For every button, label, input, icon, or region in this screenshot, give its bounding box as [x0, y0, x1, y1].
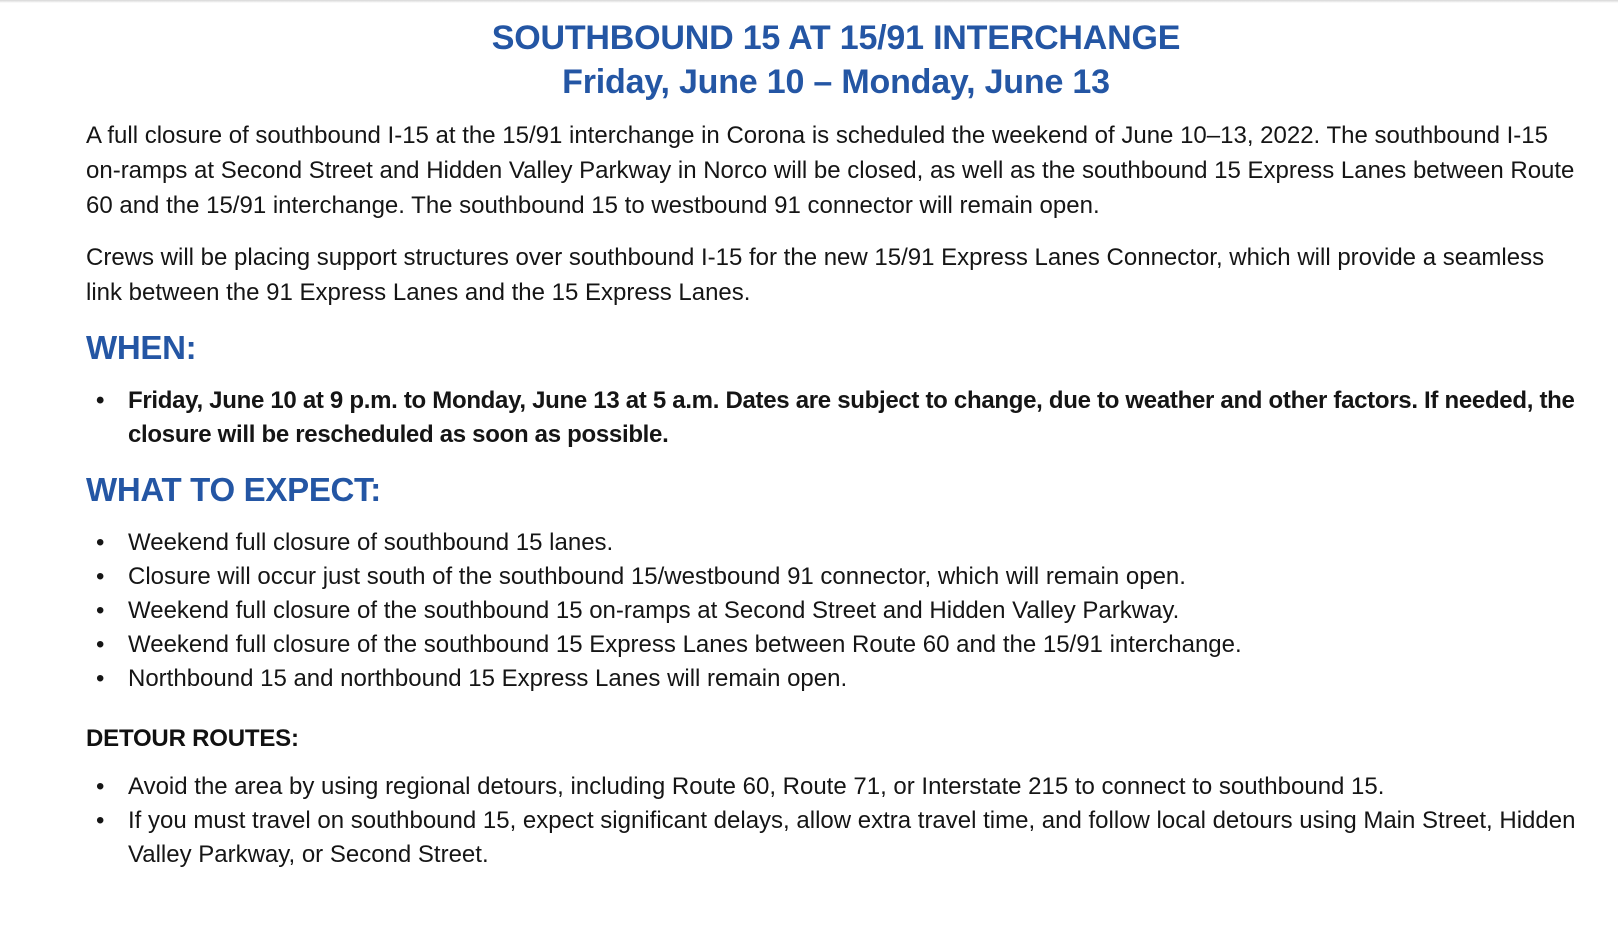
list-item-text: Weekend full closure of the southbound 15 Express Lanes between Route 60 and the 15/91 interchange.: [128, 631, 1242, 658]
top-edge-shadow: [0, 0, 1618, 3]
when-list: [86, 384, 1586, 452]
list-item-text: Weekend full closure of the southbound 15 on-ramps at Second Street and Hidden Valley Parkway.: [128, 597, 1180, 624]
list-item-text: Friday, June 10 at 9 p.m. to Monday, June 13 at 5 a.m. Dates are subject to change, due to weather and other factors. If needed, the closure will be rescheduled as soon as possible.: [128, 387, 1575, 448]
what-to-expect-heading: WHAT TO EXPECT:: [86, 471, 381, 508]
list-item-text: Northbound 15 and northbound 15 Express Lanes will remain open.: [128, 665, 848, 692]
bullet-icon: •: [96, 665, 105, 692]
list-item-text: Closure will occur just south of the southbound 15/westbound 91 connector, which will remain open.: [128, 563, 1186, 590]
list-item: [86, 594, 1586, 628]
bullet-icon: •: [96, 773, 105, 800]
page-title: SOUTHBOUND 15 AT 15/91 INTERCHANGE: [491, 19, 1181, 57]
list-item-text: Avoid the area by using regional detours, including Route 60, Route 71, or Interstate 215 to connect to southbound 15.: [128, 773, 1385, 800]
bullet-icon: •: [96, 631, 105, 658]
what-to-expect-list: [86, 526, 1586, 696]
bullet-icon: •: [96, 387, 105, 414]
list-item: [86, 384, 1586, 452]
intro-paragraph-closure: A full closure of southbound I-15 at the 15/91 interchange in Corona is scheduled the weekend of June 10–13, 2022. The southbound I-15 on-ramps at Second Street and Hidden Valley Parkway in Norco will be closed, as well as the southbound 15 Express Lanes between Route 60 and the 15/91 interchange. The southbound 15 to westbound 91 connector will remain open.: [86, 122, 1575, 219]
when-heading: WHEN:: [86, 329, 197, 366]
detour-routes-list: [86, 770, 1586, 872]
page-subtitle-dates: Friday, June 10 – Monday, June 13: [562, 63, 1110, 101]
notice-document: [86, 16, 1586, 872]
bullet-icon: •: [96, 563, 105, 590]
list-item: [86, 526, 1586, 560]
list-item-text: If you must travel on southbound 15, expect significant delays, allow extra travel time, and follow local detours using Main Street, Hidden Valley Parkway, or Second Street.: [128, 807, 1576, 868]
list-item: [86, 804, 1586, 872]
intro-paragraph-crews: Crews will be placing support structures over southbound I-15 for the new 15/91 Express Lanes Connector, which will provide a seamless link between the 91 Express Lanes and the 15 Express Lanes.: [86, 244, 1545, 306]
list-item-text: Weekend full closure of southbound 15 lanes.: [128, 529, 614, 556]
bullet-icon: •: [96, 597, 105, 624]
list-item: [86, 662, 1586, 696]
bullet-icon: •: [96, 529, 105, 556]
list-item: [86, 628, 1586, 662]
bullet-icon: •: [96, 807, 105, 834]
detour-routes-heading: DETOUR ROUTES:: [86, 725, 299, 752]
list-item: [86, 770, 1586, 804]
list-item: [86, 560, 1586, 594]
